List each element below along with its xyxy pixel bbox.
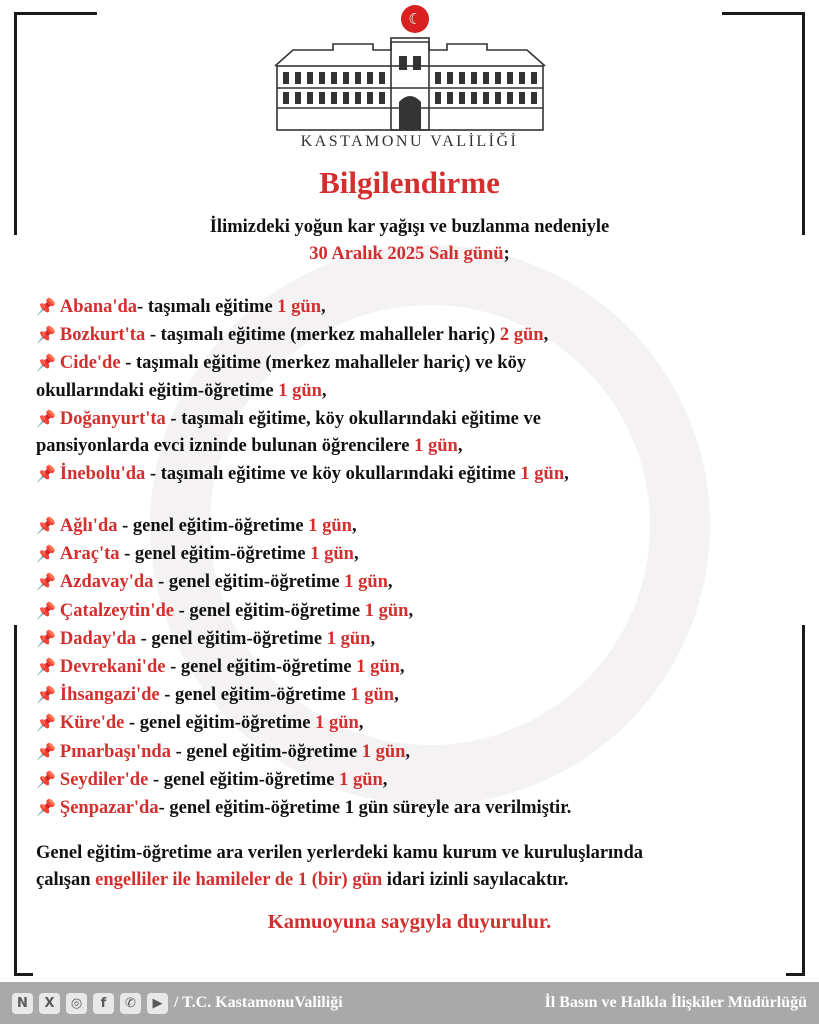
item-text: - genel eğitim-öğretime (173, 600, 365, 621)
item-text: - taşımalı eğitime (merkez mahalleler hariç) (145, 325, 500, 346)
pushpin-icon: 📌 (36, 685, 56, 705)
list-item (36, 738, 796, 766)
punctuation: , (351, 516, 357, 536)
bottom-bar (0, 982, 819, 1024)
punctuation: , (394, 685, 399, 706)
pushpin-icon: 📌 (36, 325, 56, 345)
item-text: - genel eğitim-öğretime (148, 769, 340, 790)
district-name: Seydiler'de (59, 769, 149, 790)
list-item (36, 540, 796, 568)
district-name: Bozkurt'ta (59, 325, 146, 346)
district-name: Abana'da (59, 297, 138, 317)
duration: 1 gün (361, 741, 406, 762)
duration: 1 gün (414, 436, 458, 457)
punctuation: , (543, 325, 549, 346)
district-name: Pınarbaşı'nda (59, 741, 171, 762)
punctuation: , (321, 380, 327, 401)
duration: 1 gün (278, 380, 322, 401)
district-name: Şenpazar'da (59, 798, 159, 819)
district-name: Cide'de (59, 353, 121, 374)
duration: 2 gün (499, 325, 544, 346)
punctuation: , (405, 741, 411, 762)
punctuation: , (382, 769, 388, 790)
punctuation: , (399, 657, 405, 678)
duration: 1 gün (326, 628, 371, 649)
list-item (36, 349, 796, 377)
punctuation: , (457, 436, 463, 457)
pushpin-icon: 📌 (36, 572, 56, 592)
pushpin-icon: 📌 (36, 628, 56, 648)
item-text: - taşımalı eğitime, köy okullarındaki eğitime ve (165, 408, 541, 429)
pushpin-icon: 📌 (36, 464, 56, 484)
list-item-continuation (36, 378, 796, 405)
duration: 1 gün (315, 713, 359, 734)
district-name: Küre'de (59, 713, 125, 734)
item-text: - genel eğitim-öğretime (159, 685, 351, 706)
list-item (36, 568, 796, 596)
list-item (36, 794, 796, 822)
item-text: - genel eğitim-öğretime (117, 516, 309, 536)
list-item (36, 681, 796, 709)
intro-date-line (0, 241, 819, 268)
list-item-continuation (36, 433, 796, 460)
duration: 1 gün (350, 685, 395, 706)
pushpin-icon: 📌 (36, 544, 56, 564)
duration: 1 gün (308, 516, 352, 536)
intro-date-suffix: ; (503, 244, 510, 264)
pushpin-icon: 📌 (36, 741, 56, 761)
duration: 1 gün (520, 464, 565, 485)
item-text-continued: pansiyonlarda evci izninde bulunan öğrencilere (36, 436, 415, 457)
note-line-2 (36, 867, 796, 894)
pushpin-icon: 📌 (36, 408, 56, 428)
admin-leave-note (36, 840, 796, 894)
list-item (36, 766, 796, 794)
punctuation: , (370, 628, 376, 649)
district-name: Ağlı'da (59, 516, 118, 536)
note-highlight: engelliler ile hamileler de 1 (bir) gün (95, 870, 383, 890)
note-prefix: çalışan (36, 870, 96, 890)
instagram-icon[interactable]: ◎ (66, 993, 87, 1014)
district-name: İhsangazi'de (59, 685, 160, 706)
duration: 1 gün (277, 297, 321, 317)
facebook-icon[interactable]: f (93, 993, 114, 1014)
page-title: Bilgilendirme (319, 165, 500, 200)
district-name: Araç'ta (59, 544, 120, 565)
frame-side-left (14, 625, 23, 825)
list-item (36, 321, 796, 349)
punctuation: , (353, 544, 359, 565)
duration: 1 gün (344, 572, 388, 593)
duration: 1 gün (364, 600, 409, 621)
item-text: - genel eğitim-öğretime (170, 741, 362, 762)
closing-statement: Kamuoyuna saygıyla duyurulur. (267, 911, 552, 933)
institution-name: KASTAMONU VALİLİĞİ (300, 133, 519, 150)
department-name: İl Basın ve Halkla İlişkiler Müdürlüğü (544, 994, 807, 1011)
punctuation: , (358, 713, 364, 734)
pushpin-icon: 📌 (36, 297, 56, 316)
item-text: - taşımalı eğitime (137, 297, 278, 317)
turkish-flag-icon: ☾ (401, 5, 429, 33)
intro (0, 214, 819, 268)
pushpin-icon: 📌 (36, 516, 56, 535)
item-text: - taşımalı eğitime ve köy okullarındaki eğitime (145, 464, 521, 485)
intro-line: İlimizdeki yoğun kar yağışı ve buzlanma nedeniyle (209, 217, 610, 237)
pushpin-icon: 📌 (36, 769, 56, 789)
item-text: - genel eğitim-öğretime 1 gün süreyle ara verilmiştir. (158, 798, 572, 819)
item-text: - genel eğitim-öğretime (136, 628, 327, 649)
list-item (36, 625, 796, 653)
whatsapp-icon[interactable]: ✆ (120, 993, 141, 1014)
list-item (36, 709, 796, 737)
pushpin-icon: 📌 (36, 600, 56, 620)
punctuation: , (387, 572, 393, 593)
item-text: - genel eğitim-öğretime (124, 713, 316, 734)
governorship-building-icon (273, 36, 547, 132)
intro-date: 30 Aralık 2025 Salı günü (309, 244, 504, 264)
list-item (36, 653, 796, 681)
pushpin-icon: 📌 (36, 353, 56, 373)
item-text: - genel eğitim-öğretime (165, 657, 357, 678)
district-name: Doğanyurt'ta (59, 408, 166, 429)
item-text: - genel eğitim-öğretime (153, 572, 345, 593)
pushpin-icon: 📌 (36, 713, 56, 733)
punctuation: , (408, 600, 414, 621)
pushpin-icon: 📌 (36, 798, 56, 818)
list-item (36, 512, 796, 540)
district-name: Çatalzeytin'de (59, 600, 174, 621)
district-name: Devrekani'de (59, 657, 166, 678)
duration: 1 gün (310, 544, 354, 565)
list-item (36, 460, 796, 488)
item-text: - genel eğitim-öğretime (119, 544, 311, 565)
account-name: / T.C. KastamonuValiliği (174, 994, 343, 1011)
punctuation: , (564, 464, 569, 485)
list-item (36, 405, 796, 433)
item-text-continued: okullarındaki eğitim-öğretime (36, 380, 279, 401)
frame-side-right (796, 625, 805, 825)
youtube-icon[interactable]: ▶ (147, 993, 168, 1014)
district-name: Azdavay'da (59, 572, 154, 593)
pushpin-icon: 📌 (36, 657, 56, 677)
item-text: - taşımalı eğitime (merkez mahalleler hariç) ve köy (120, 353, 527, 374)
district-name: Daday'da (59, 628, 136, 649)
transport-list (36, 293, 796, 488)
note-suffix: idari izinli sayılacaktır. (382, 870, 569, 890)
note-line-1: Genel eğitim-öğretime ara verilen yerlerdeki kamu kurum ve kuruluşlarında (36, 843, 644, 863)
nsosyal-icon[interactable]: N (12, 993, 33, 1014)
list-item (36, 293, 796, 321)
frame-corner-bottom-left (14, 823, 33, 976)
x-twitter-icon[interactable]: X (39, 993, 60, 1014)
frame-corner-top-left (14, 12, 97, 235)
punctuation: , (321, 297, 326, 317)
duration: 1 gün (339, 769, 383, 790)
frame-corner-top-right (722, 12, 805, 235)
district-name: İnebolu'da (59, 464, 146, 485)
general-list (36, 512, 796, 822)
duration: 1 gün (356, 657, 400, 678)
list-item (36, 597, 796, 625)
